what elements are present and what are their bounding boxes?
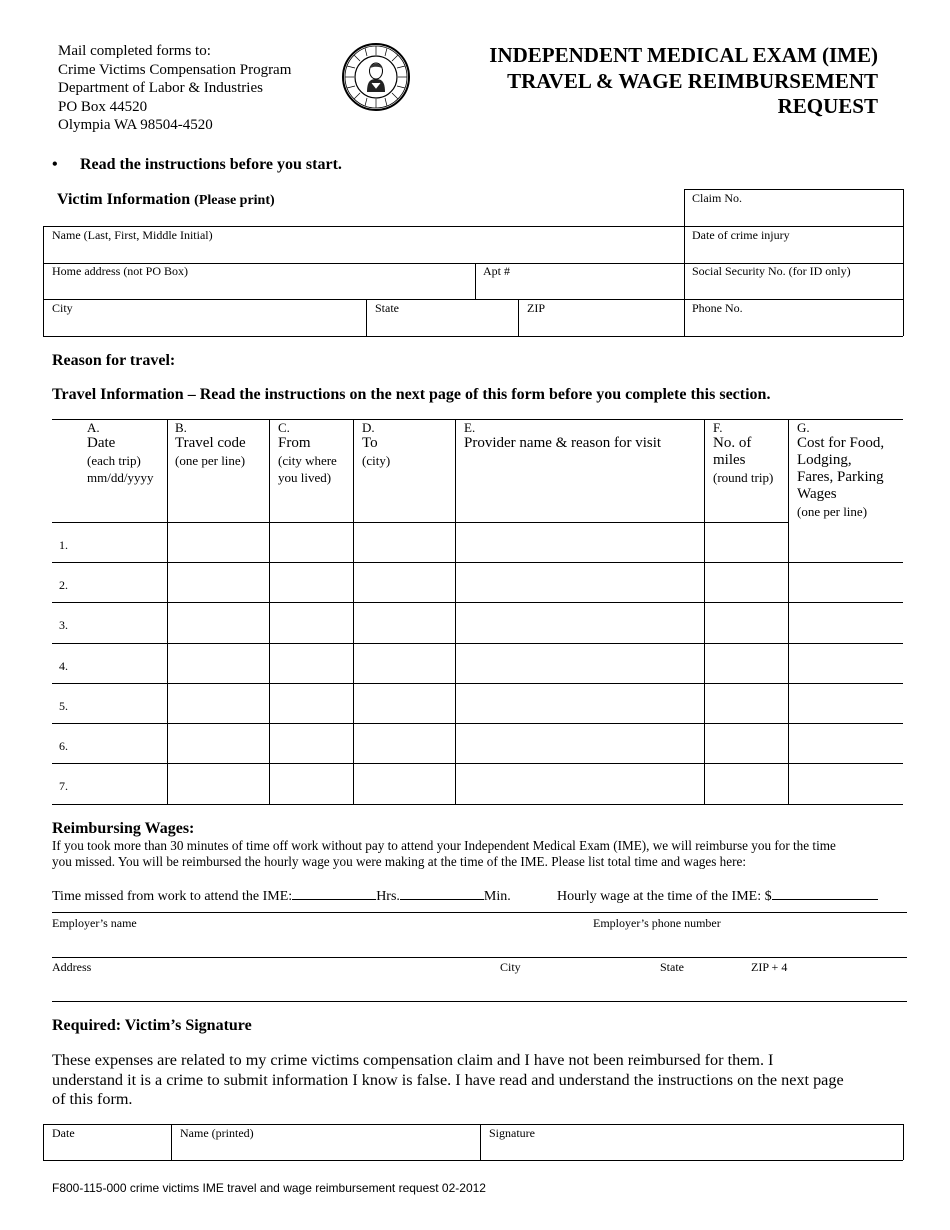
reimbursing-wages-text xyxy=(52,838,836,870)
travel-info-heading: Travel Information – Read the instructions on the next page of this form before you complete this section. xyxy=(52,386,771,403)
col-g-sub1: (one per line) xyxy=(797,504,868,519)
grid-line xyxy=(518,299,519,336)
col-g-header xyxy=(797,421,884,520)
signature-label: Signature xyxy=(489,1126,535,1140)
col-f-title-1: No. of xyxy=(713,435,752,451)
home-address-label: Home address (not PO Box) xyxy=(52,264,188,278)
col-d-header xyxy=(362,421,390,469)
address-city-label: City xyxy=(500,960,521,974)
row-number: 4. xyxy=(59,659,68,673)
sig-line xyxy=(43,1160,903,1161)
col-c-header xyxy=(278,421,337,486)
employer-name-label: Employer’s name xyxy=(52,916,137,930)
title-line-2: TRAVEL & WAGE REIMBURSEMENT xyxy=(507,68,878,93)
table-line xyxy=(52,723,903,724)
table-line xyxy=(52,602,903,603)
phone-label: Phone No. xyxy=(692,301,743,315)
grid-line xyxy=(366,299,367,336)
table-line xyxy=(455,419,456,804)
row-number: 6. xyxy=(59,739,68,753)
col-f-header xyxy=(713,421,773,486)
name-label: Name (Last, First, Middle Initial) xyxy=(52,228,213,242)
table-line xyxy=(353,419,354,804)
sig-date-input[interactable] xyxy=(50,1141,170,1160)
form-title xyxy=(489,43,878,120)
grid-line xyxy=(903,189,904,336)
mail-line-4: PO Box 44520 xyxy=(58,98,148,115)
col-c-sub1: (city where xyxy=(278,453,337,468)
wages-text-line-1: If you took more than 30 minutes of time off work without pay to attend your Independent Medical Exam (IME), we will reimburse you for the time xyxy=(52,838,836,853)
city-input[interactable] xyxy=(50,316,364,336)
name-printed-label: Name (printed) xyxy=(180,1126,254,1140)
sig-date-label: Date xyxy=(52,1126,75,1140)
apt-input[interactable] xyxy=(481,279,683,299)
apt-label: Apt # xyxy=(483,264,510,278)
victim-info-note: (Please print) xyxy=(194,193,275,208)
hourly-wage-blank[interactable] xyxy=(772,885,878,900)
col-c-sub2: you lived) xyxy=(278,470,332,485)
instructions-text: Read the instructions before you start. xyxy=(80,156,342,173)
reason-for-travel-label: Reason for travel: xyxy=(52,352,176,369)
address-label: Address xyxy=(52,960,92,974)
col-b-sub1: (one per line) xyxy=(175,453,246,468)
table-line xyxy=(269,419,270,804)
col-a-sub1: (each trip) xyxy=(87,453,141,468)
statement-line-3: of this form. xyxy=(52,1090,133,1108)
table-line xyxy=(788,419,789,804)
grid-line xyxy=(43,336,903,337)
minutes-blank[interactable] xyxy=(400,885,484,900)
col-a-letter: A. xyxy=(87,420,100,435)
ssn-label: Social Security No. (for ID only) xyxy=(692,264,851,278)
state-seal-icon xyxy=(341,42,411,112)
victim-info-heading xyxy=(57,191,275,209)
form-footer: F800-115-000 crime victims IME travel and wage reimbursement request 02-2012 xyxy=(52,1181,486,1195)
state-label: State xyxy=(375,301,399,315)
mail-line-1: Mail completed forms to: xyxy=(58,43,211,59)
wages-text-line-2: you missed. You will be reimbursed the hourly wage you were making at the time of the IME. Please list total time and wages here: xyxy=(52,854,747,869)
home-address-input[interactable] xyxy=(50,279,474,299)
mail-line-3: Department of Labor & Industries xyxy=(58,80,263,96)
employer-name-input[interactable] xyxy=(52,934,576,954)
address-state-label: State xyxy=(660,960,684,974)
col-g-title-2: Lodging, xyxy=(797,452,852,468)
col-b-letter: B. xyxy=(175,420,187,435)
col-g-title-3: Fares, Parking xyxy=(797,469,884,485)
table-line xyxy=(167,419,168,804)
col-a-sub2: mm/dd/yyyy xyxy=(87,470,154,485)
name-printed-input[interactable] xyxy=(178,1141,478,1160)
hourly-wage-label: Hourly wage at the time of the IME: $ xyxy=(557,889,772,904)
employer-zip4-input[interactable] xyxy=(751,978,905,998)
hourly-wage-row xyxy=(557,885,878,905)
address-zip4-label: ZIP + 4 xyxy=(751,960,788,974)
table-line xyxy=(52,522,788,523)
col-b-title: Travel code xyxy=(175,435,246,451)
col-c-letter: C. xyxy=(278,420,290,435)
col-f-sub1: (round trip) xyxy=(713,470,774,485)
mailing-address xyxy=(58,42,291,135)
sig-line xyxy=(480,1124,481,1160)
zip-input[interactable] xyxy=(525,316,683,336)
table-line xyxy=(52,763,903,764)
col-g-letter: G. xyxy=(797,420,810,435)
col-g-title-1: Cost for Food, xyxy=(797,435,885,451)
statement-line-2: understand it is a crime to submit information I know is false. I have read and understand the instructions on the next page xyxy=(52,1070,844,1089)
table-line xyxy=(52,643,903,644)
row-number: 1. xyxy=(59,538,68,552)
title-line-1: INDEPENDENT MEDICAL EXAM (IME) xyxy=(489,43,878,67)
row-number: 3. xyxy=(59,618,68,632)
col-e-letter: E. xyxy=(464,420,476,435)
row-number: 7. xyxy=(59,779,68,793)
col-b-header xyxy=(175,421,246,469)
statement-line-1: These expenses are related to my crime victims compensation claim and I have not been reimbursed for them. I xyxy=(52,1051,774,1069)
state-input[interactable] xyxy=(373,316,517,336)
title-line-3: REQUEST xyxy=(777,94,878,118)
date-of-injury-label: Date of crime injury xyxy=(692,228,790,242)
ssn-input[interactable] xyxy=(690,279,902,299)
employer-phone-label: Employer’s phone number xyxy=(593,916,721,930)
instructions-bullet xyxy=(52,156,342,174)
col-c-title: From xyxy=(278,435,311,451)
employer-city-input[interactable] xyxy=(500,978,654,998)
employer-phone-input[interactable] xyxy=(593,934,907,954)
col-e-header xyxy=(464,421,661,452)
col-d-title: To xyxy=(362,435,378,451)
mail-line-2: Crime Victims Compensation Program xyxy=(58,61,292,78)
time-missed-label: Time missed from work to attend the IME: xyxy=(52,889,293,904)
grid-line xyxy=(475,263,476,299)
col-a-header xyxy=(87,421,153,486)
table-line xyxy=(52,562,903,563)
col-g-title-4: Wages xyxy=(797,486,837,502)
time-missed-row xyxy=(52,885,511,905)
col-d-sub1: (city) xyxy=(362,453,391,468)
grid-line xyxy=(684,189,903,190)
sig-line xyxy=(903,1124,904,1160)
divider xyxy=(52,957,907,958)
mail-line-5: Olympia WA 98504-4520 xyxy=(58,117,213,133)
claim-no-label: Claim No. xyxy=(692,191,742,205)
hours-blank[interactable] xyxy=(292,885,376,900)
table-line xyxy=(52,804,903,805)
victim-info-title: Victim Information xyxy=(57,191,191,208)
reimbursing-wages-heading: Reimbursing Wages: xyxy=(52,820,195,837)
signature-input[interactable] xyxy=(487,1141,901,1160)
hrs-label: Hrs. xyxy=(376,889,400,904)
reason-for-travel-input[interactable] xyxy=(190,352,904,374)
col-d-letter: D. xyxy=(362,420,375,435)
divider xyxy=(52,1001,907,1002)
row-number: 2. xyxy=(59,578,68,592)
sig-line xyxy=(43,1124,44,1160)
min-label: Min. xyxy=(483,889,511,904)
date-of-injury-input[interactable] xyxy=(690,243,902,263)
employer-state-input[interactable] xyxy=(660,978,749,998)
zip-label: ZIP xyxy=(527,301,545,315)
signature-statement xyxy=(52,1051,844,1110)
bullet-dot: • xyxy=(52,156,58,173)
col-a-title: Date xyxy=(87,435,116,451)
grid-line xyxy=(43,226,44,336)
row-number: 5. xyxy=(59,699,68,713)
city-label: City xyxy=(52,301,73,315)
name-input[interactable] xyxy=(50,243,682,263)
col-e-title: Provider name & reason for visit xyxy=(464,435,662,451)
table-line xyxy=(52,683,903,684)
grid-line xyxy=(43,299,903,300)
employer-address-input[interactable] xyxy=(52,978,496,998)
sig-line xyxy=(171,1124,172,1160)
claim-no-input[interactable] xyxy=(690,206,902,226)
divider xyxy=(52,912,907,913)
sig-line xyxy=(43,1124,903,1125)
col-f-title-2: miles xyxy=(713,452,746,468)
table-line xyxy=(704,419,705,804)
col-f-letter: F. xyxy=(713,420,723,435)
grid-line xyxy=(43,226,903,227)
signature-heading: Required: Victim’s Signature xyxy=(52,1017,252,1034)
phone-input[interactable] xyxy=(690,316,902,336)
